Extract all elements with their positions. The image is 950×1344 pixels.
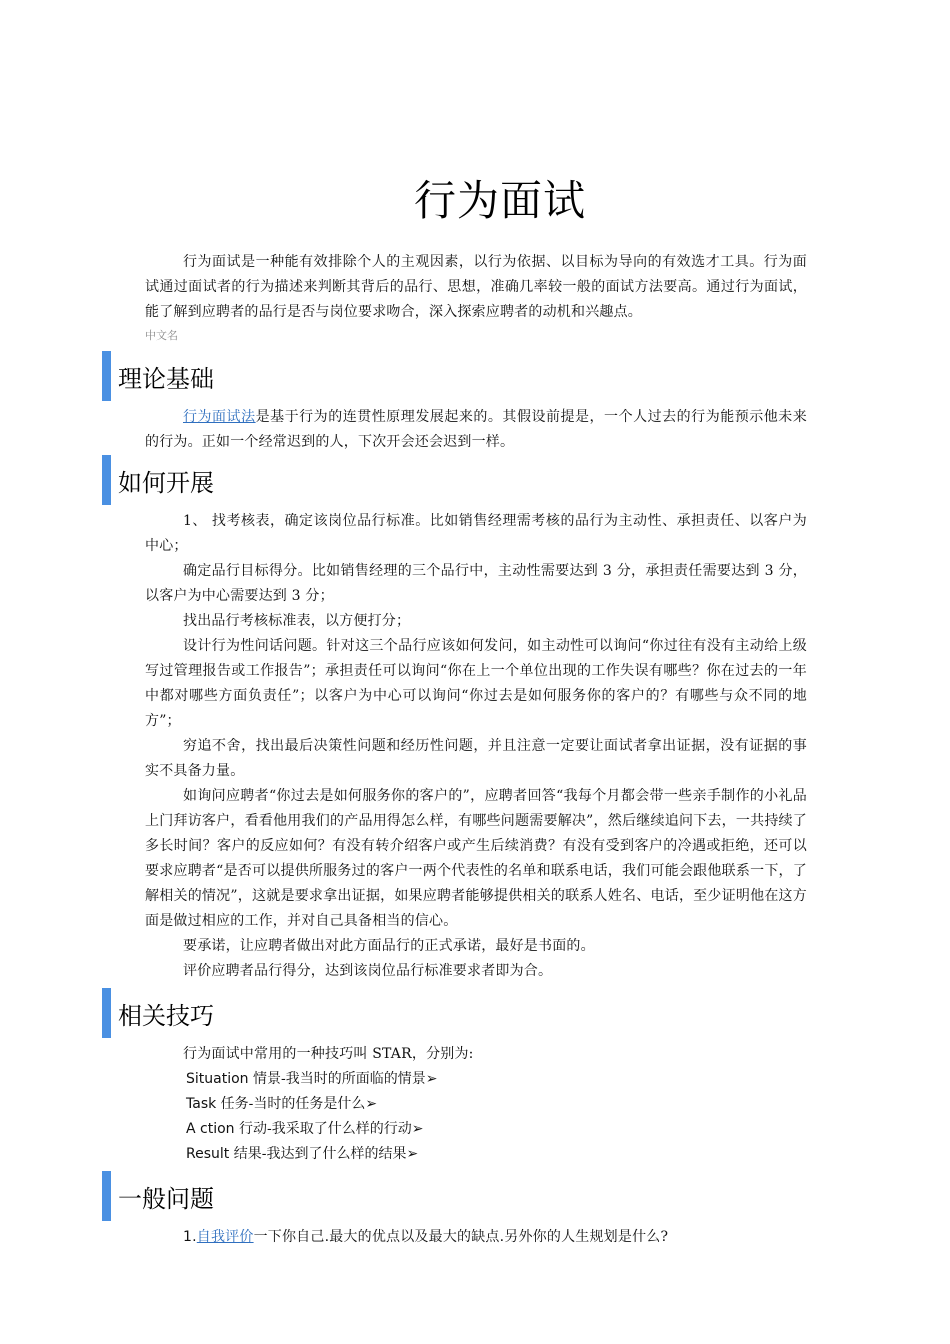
skills-intro: 行为面试中常用的一种技巧叫 STAR，分别为: [183,1046,474,1062]
star-item-task: Task 任务-当时的任务是什么➢ [186,1096,378,1112]
general-question-1: 1.自我评价一下你自己.最大的优点以及最大的缺点.另外你的人生规划是什么? [183,1229,669,1245]
section-heading-theory: 理论基础 [102,351,807,401]
howto-paragraph-3: 找出品行考核标准表，以方便打分； [183,613,411,629]
star-item-result: Result 结果-我达到了什么样的结果➢ [186,1146,419,1162]
section-heading-skills: 相关技巧 [102,988,807,1038]
link-behavior-interview[interactable]: 行为面试法 [183,409,256,425]
howto-paragraph-2: 确定品行目标得分。比如销售经理的三个品行中，主动性需要达到 3 分，承担责任需要达到 3 分，以客户为中心需要达到 3 分； [145,563,807,604]
section-heading-general: 一般问题 [102,1171,807,1221]
star-item-situation: Situation 情景-我当时的所面临的情景➢ [186,1071,438,1087]
howto-paragraph-8: 评价应聘者品行得分，达到该岗位品行标准要求者即为合。 [183,963,553,979]
howto-paragraph-1: 1、 找考核表，确定该岗位品行标准。比如销售经理需考核的品行为主动性、承担责任、以客户为中心； [145,513,807,554]
caption-label: 中文名 [145,329,178,342]
howto-paragraph-6: 如询问应聘者“你过去是如何服务你的客户的”，应聘者回答“我每个月都会带一些亲手制作的小礼品上门拜访客户，看看他用我们的产品用得怎么样，有哪些问题需要解决”，然后继续追问下去，一共持续了多长时间？客户的反应如何？有没有转介绍客户或产生后续消费？有没有受到客户的冷遇或拒绝，还可以要求应聘者“是否可以提供所服务过的客户一两个代表性的名单和联系电话，我们可能会跟他联系一下，了解相关的情况”，这就是要求拿出证据，如果应聘者能够提供相关的联系人姓名、电话，至少证明他在这方面是做过相应的工作，并对自己具备相当的信心。 [145,788,807,929]
theory-paragraph: 行为面试法是基于行为的连贯性原理发展起来的。其假设前提是，一个人过去的行为能预示他未来的行为。正如一个经常迟到的人，下次开会还会迟到一样。 [145,409,808,450]
howto-paragraph-7: 要承诺，让应聘者做出对此方面品行的正式承诺，最好是书面的。 [183,938,595,954]
howto-paragraph-4: 设计行为性问话问题。针对这三个品行应该如何发问，如主动性可以询问“你过往有没有主动给上级写过管理报告或工作报告”；承担责任可以询问“你在上一个单位出现的工作失误有哪些？你在过去的一年中都对哪些方面负责任”；以客户为中心可以询问“你过去是如何服务你的客户的？有哪些与众不同的地方”； [145,638,807,729]
link-self-evaluation[interactable]: 自我评价 [196,1229,254,1245]
page-title: 行为面试 [413,176,586,225]
star-item-action: A ction 行动-我采取了什么样的行动➢ [186,1121,424,1137]
document-body [118,250,808,1250]
intro-paragraph: 行为面试是一种能有效排除个人的主观因素，以行为依据、以目标为导向的有效选才工具。行为面试通过面试者的行为描述来判断其背后的品行、思想，准确几率较一般的面试方法要高。通过行为面试，能了解到应聘者的品行是否与岗位要求吻合，深入探索应聘者的动机和兴趣点。 [145,254,807,320]
section-heading-howto: 如何开展 [102,455,807,505]
howto-paragraph-5: 穷追不舍，找出最后决策性问题和经历性问题，并且注意一定要让面试者拿出证据，没有证据的事实不具备力量。 [145,738,807,779]
